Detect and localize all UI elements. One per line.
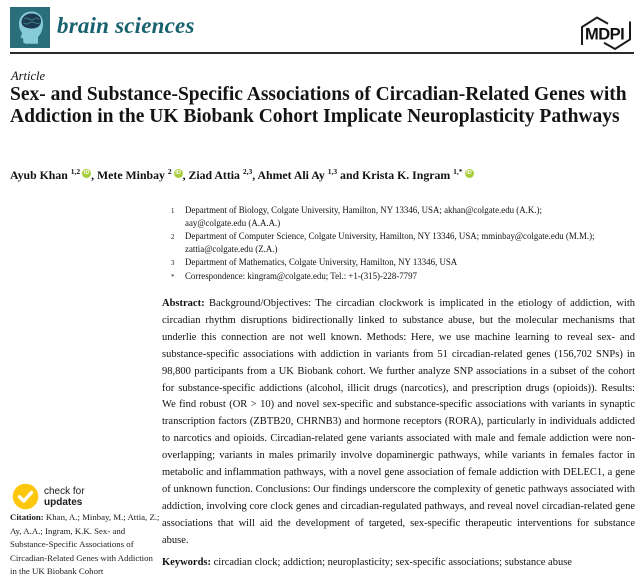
author-name: Krista K. Ingram <box>362 167 454 182</box>
affiliation-text: Department of Mathematics, Colgate University, Hamilton, NY 13346, USA <box>185 257 458 268</box>
orcid-icon[interactable]: iD <box>466 170 472 176</box>
check-circle-icon <box>12 483 39 510</box>
citation-text: Khan, A.; Minbay, M.; Attia, Z.; Ay, A.A.; Ingram, K.K. Sex- and Substance-Specific Associations of Circadian-Related Genes with Addiction in the UK Biobank Cohort <box>10 512 160 577</box>
author-affil-sup: 1,* <box>453 167 463 176</box>
check-updates-label: check for updates <box>44 485 85 508</box>
header-divider <box>10 52 634 54</box>
affiliation-row <box>171 256 601 270</box>
brain-sciences-logo-icon <box>10 7 50 48</box>
citation-block <box>10 511 160 579</box>
author-name: Ziad Attia <box>188 167 243 182</box>
journal-name: brain sciences <box>57 13 195 38</box>
article-type-label: Article <box>11 69 46 83</box>
affiliation-row <box>171 204 601 230</box>
keywords-paragraph <box>162 557 635 568</box>
affiliation-marker: 1 <box>171 208 175 215</box>
svg-text:MDPI: MDPI <box>585 25 625 44</box>
affiliations <box>171 204 601 285</box>
affiliation-marker: 3 <box>171 260 175 268</box>
affiliation-marker: * <box>171 274 175 282</box>
affiliation-text: Department of Biology, Colgate University, Hamilton, NY 13346, USA; akhan@colgate.edu (A.K.); aay@colgate.edu (A.A.A.) <box>185 205 542 229</box>
abstract-text: Background/Objectives: The circadian clockwork is implicated in the etiology of addiction, with circadian rhythm disruptions bidirectionally linked to substance abuse, but the molecular mechanisms that underlie this connection are not well known. Methods: Here, we use machine learning to reveal sex- and substance-specific associations with addiction in variants from 51 circadian-related genes (156,702 SNPs) in 98,800 participants from a UK Biobank cohort. We further analyze SNP associations in a subset of the cohort for substance-specific addictions (alcohol, illicit drugs (narcotics), and prescription drugs (opioids)). Results: We find robust (OR > 10) and novel sex-specific and substance-specific associations with variants in synaptic transcription factors (ZBTB20, CHRNB3) and hormone receptors (RORA), particularly in individuals addicted to narcotics and opioids. Circadian-related gene variants associated with male and female addiction were non-overlapping; variants in males primarily involve dopaminergic pathways, while variants in females factor in metabolic and inflammation pathways, with a novel gene association of female addiction with DELEC1, a gene of unknown function. Conclusions: Our findings underscore the complexity of genetic pathways associated with addiction, involving core clock genes and circadian-regulated pathways, and reveal novel circadian-related gene associations that will aid the development of targeted, sex-specific therapeutic interventions for substance abuse. <box>162 298 635 546</box>
keywords-text: circadian clock; addiction; neuroplasticity; sex-specific associations; substance abuse <box>213 557 572 568</box>
author-affil-sup: 1,3 <box>327 167 338 176</box>
orcid-icon[interactable]: iD <box>83 170 90 176</box>
author-name: Ayub Khan <box>10 167 71 182</box>
affiliation-row <box>171 230 601 256</box>
author-name: Mete Minbay <box>97 167 168 182</box>
orcid-icon[interactable]: iD <box>175 170 181 176</box>
citation-label: Citation: <box>10 512 44 522</box>
affiliation-text: Correspondence: kingram@colgate.edu; Tel.: +1-(315)-228-7797 <box>185 271 417 282</box>
check-updates-badge[interactable] <box>12 483 85 510</box>
affiliation-marker: 2 <box>171 234 175 242</box>
abstract-paragraph <box>162 296 635 550</box>
page-title: Sex- and Substance-Specific Associations of Circadian-Related Genes with Addiction in the UK Biobank Cohort Implicate Neuroplasticity Pathways <box>10 84 627 127</box>
abstract-label: Abstract: <box>162 298 205 309</box>
keywords-label: Keywords: <box>162 557 211 568</box>
authors-line: Ayub Khan $^{1,2}$ iD , Mete Minbay $^2$ iD , Ziad Attia $^{2,3}$, Ahmet Ali Ay $^{1,3}$ and Krista K. Ingram $^{1,*}$ iD <box>10 167 472 182</box>
author-name: Ahmet Ali Ay <box>257 167 328 182</box>
mdpi-logo[interactable] <box>578 14 634 52</box>
author-affil-sup: 2 <box>167 167 172 176</box>
author-affil-sup: 2,3 <box>242 167 253 176</box>
affiliation-text: Department of Computer Science, Colgate University, Hamilton, NY 13346, USA; mminbay@colgate.edu (M.M.); zattia@colgate.edu (Z.A.) <box>185 231 595 255</box>
author-affil-sup: 1,2 <box>70 167 81 176</box>
affiliation-row <box>171 270 601 284</box>
